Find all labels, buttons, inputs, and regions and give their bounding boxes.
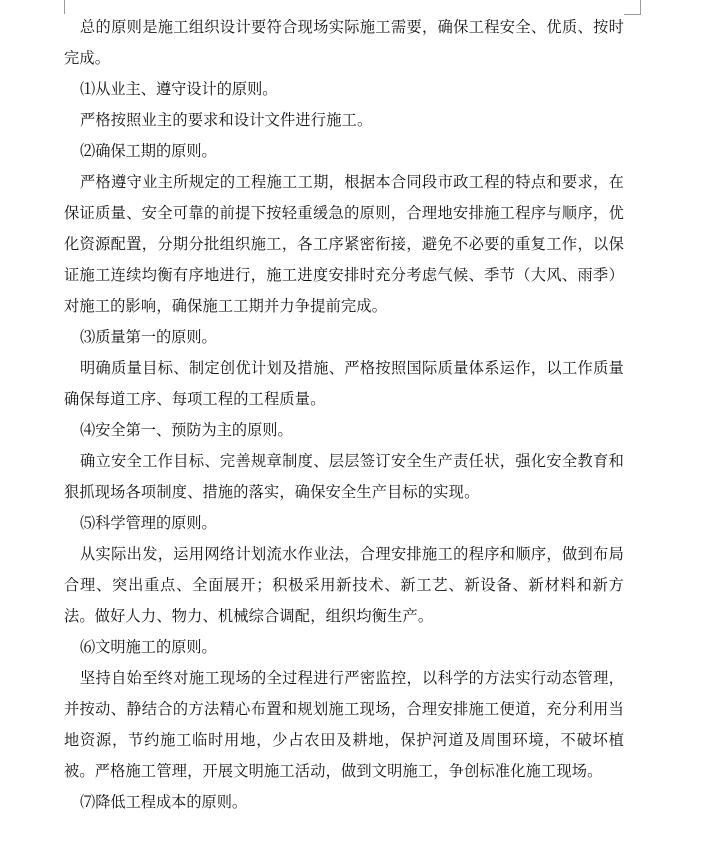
paragraph-general-principle: 总的原则是施工组织设计要符合现场实际施工需要，确保工程安全、优质、按时完成。 bbox=[64, 18, 624, 67]
heading-owner-design-principle: ⑴从业主、遵守设计的原则。 bbox=[80, 80, 278, 98]
paragraph-science-management: 从实际出发，运用网络计划流水作业法，合理安排施工的程序和顺序，做到布局合理、突出重点、全面展开；积极采用新技术、新工艺、新设备、新材料和新方法。做好人力、物力、机械综合调配，组织均衡生产。 bbox=[64, 545, 624, 625]
paragraph-schedule: 严格遵守业主所规定的工程施工工期，根据本合同段市政工程的特点和要求，在保证质量、安全可靠的前提下按轻重缓急的原则，合理地安排施工程序与顺序，优化资源配置，分期分批组织施工，各工序紧密衔接，避免不必要的重复工作，以保证施工连续均衡有序地进行，施工进度安排时充分考虑气候、季节（大风、雨季）对施工的影响，确保施工工期并力争提前完成。 bbox=[64, 173, 624, 315]
heading-science-management-principle: ⑸科学管理的原则。 bbox=[80, 514, 217, 532]
crop-mark-top-right-horizontal bbox=[624, 14, 641, 15]
paragraph-owner-design: 严格按照业主的要求和设计文件进行施工。 bbox=[80, 111, 373, 129]
paragraph-civilized-construction: 坚持自始至终对施工现场的全过程进行严密监控，以科学的方法实行动态管理，并按动、静结合的方法精心布置和规划施工现场，合理安排施工便道，充分利用当地资源，节约施工临时用地，少占农田及耕地，保护河道及周围环境，不破坏植被。严格施工管理，开展文明施工活动，做到文明施工，争创标准化施工现场。 bbox=[64, 669, 624, 780]
document-body bbox=[64, 12, 624, 818]
crop-mark-top-right-vertical bbox=[640, 0, 641, 14]
paragraph-safety: 确立安全工作目标、完善规章制度、层层签订安全生产责任状，强化安全教育和狠抓现场各项制度、措施的落实，确保安全生产目标的实现。 bbox=[64, 452, 624, 501]
heading-safety-principle: ⑷安全第一、预防为主的原则。 bbox=[80, 421, 293, 439]
heading-civilized-construction-principle: ⑹文明施工的原则。 bbox=[80, 638, 217, 656]
heading-schedule-principle: ⑵确保工期的原则。 bbox=[80, 142, 217, 160]
paragraph-quality: 明确质量目标、制定创优计划及措施、严格按照国际质量体系运作，以工作质量确保每道工序、每项工程的工程质量。 bbox=[64, 359, 624, 408]
heading-quality-principle: ⑶质量第一的原则。 bbox=[80, 328, 217, 346]
heading-cost-reduction-principle: ⑺降低工程成本的原则。 bbox=[80, 793, 248, 811]
